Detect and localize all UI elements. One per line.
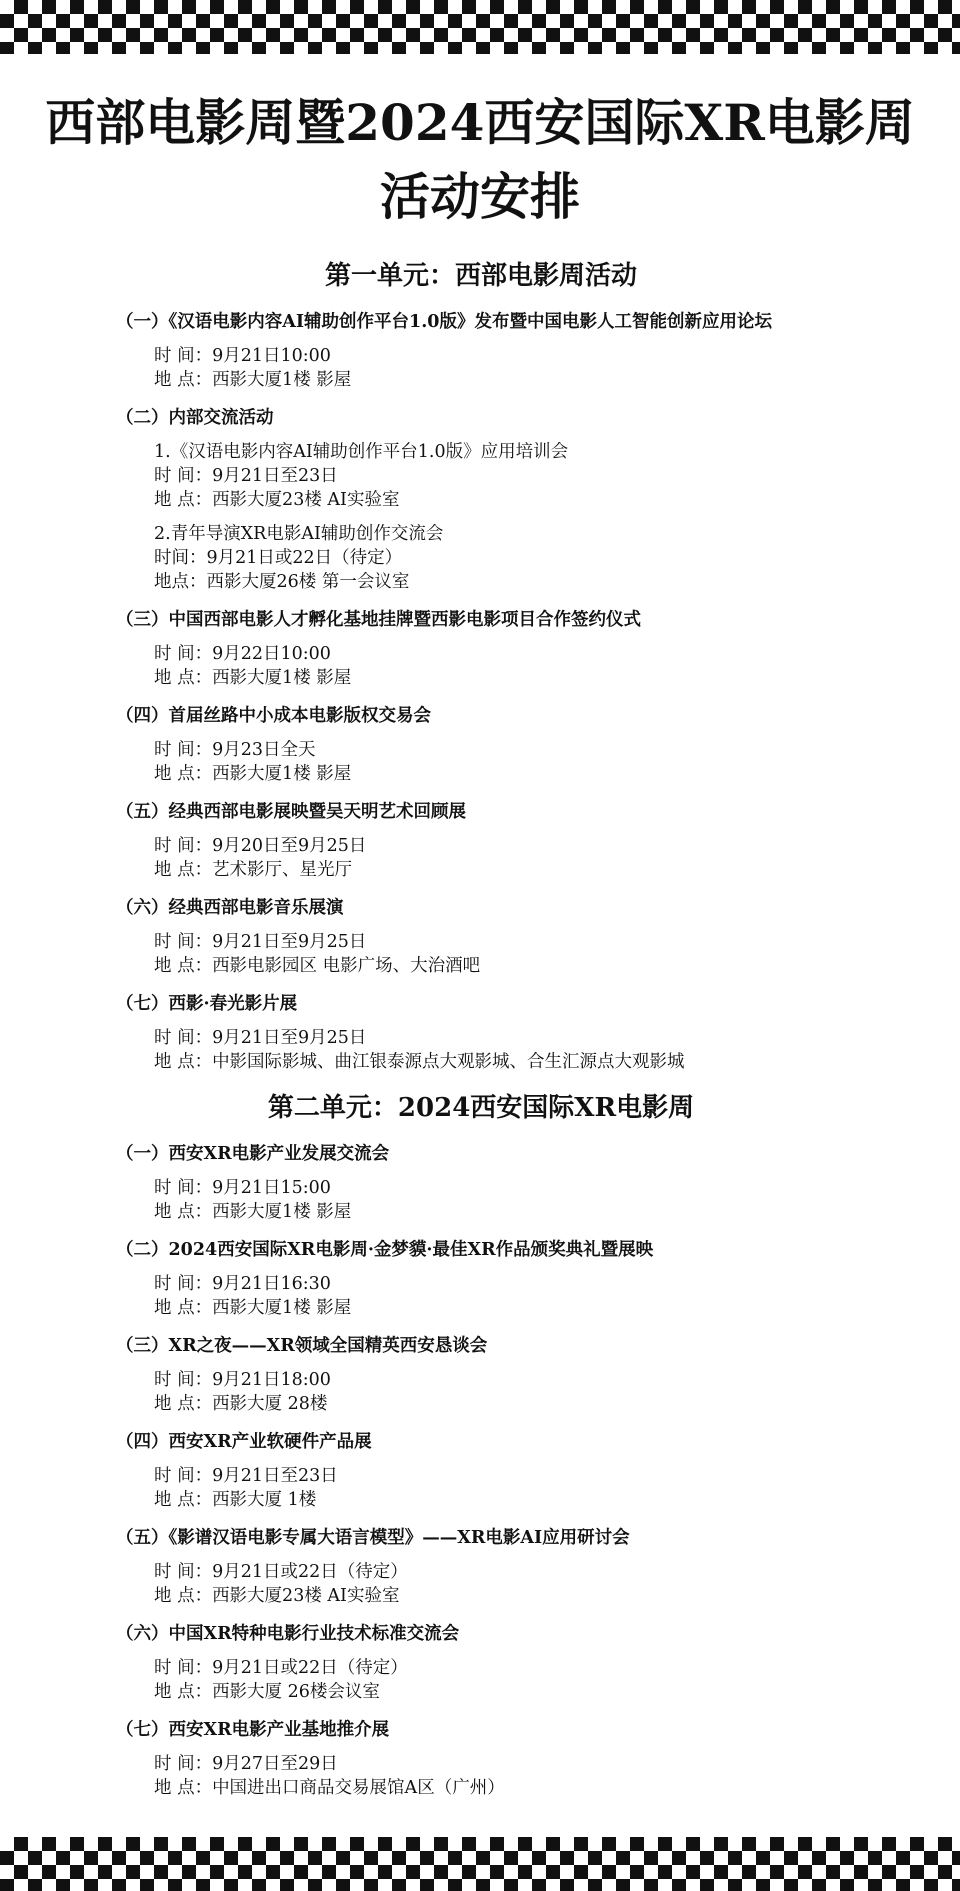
unit-2-item-3 <box>116 1334 916 1416</box>
sub-item-2 <box>154 522 916 594</box>
item-time: 时 间：9月21日至23日 <box>154 1466 338 1486</box>
sub-item-title: 2.青年导演XR电影AI辅助创作交流会 <box>154 524 444 544</box>
item-place: 地 点：西影大厦1楼 影屋 <box>154 1202 352 1222</box>
sub-item-time: 时 间：9月21日至23日 <box>154 466 338 486</box>
checkered-border-top <box>0 0 960 54</box>
unit-2-heading: 第二单元：2024西安国际XR电影周 <box>267 1093 695 1123</box>
item-time: 时 间：9月21日15:00 <box>154 1178 331 1198</box>
unit-2-item-7 <box>116 1718 916 1800</box>
item-place: 地 点：西影电影园区 电影广场、大治酒吧 <box>154 956 481 976</box>
page-title <box>0 86 960 234</box>
item-time: 时 间：9月21日18:00 <box>154 1370 331 1390</box>
unit-1-item-7 <box>116 992 916 1074</box>
item-place: 地 点：西影大厦 26楼会议室 <box>154 1682 380 1702</box>
item-time: 时 间：9月27日至29日 <box>154 1754 338 1774</box>
sub-items <box>116 440 916 594</box>
unit-2-item-2 <box>116 1238 916 1320</box>
unit-1-item-3 <box>116 608 916 690</box>
sub-item-place: 地点：西影大厦26楼 第一会议室 <box>154 572 410 592</box>
item-time: 时 间：9月21日至9月25日 <box>154 932 367 952</box>
item-time: 时 间：9月21日或22日（待定） <box>154 1562 408 1582</box>
unit-1-item-6 <box>116 896 916 978</box>
unit-1-item-5 <box>116 800 916 882</box>
checkered-border-bottom <box>0 1837 960 1891</box>
item-title: （五）经典西部电影展映暨吴天明艺术回顾展 <box>116 802 466 822</box>
item-place: 地 点：中影国际影城、曲江银泰源点大观影城、合生汇源点大观影城 <box>154 1052 685 1072</box>
unit-2-item-5 <box>116 1526 916 1608</box>
item-place: 地 点：西影大厦1楼 影屋 <box>154 370 352 390</box>
item-title: （一）西安XR电影产业发展交流会 <box>116 1144 390 1164</box>
item-title: （四）首届丝路中小成本电影版权交易会 <box>116 706 431 726</box>
unit-2-item-1 <box>116 1142 916 1224</box>
item-place: 地 点：西影大厦23楼 AI实验室 <box>154 1586 400 1606</box>
unit-1-item-2 <box>116 406 916 594</box>
item-title: （四）西安XR产业软硬件产品展 <box>116 1432 372 1452</box>
item-title: （七）西影·春光影片展 <box>116 994 298 1014</box>
schedule-content <box>116 256 916 1814</box>
item-title: （一）《汉语电影内容AI辅助创作平台1.0版》发布暨中国电影人工智能创新应用论坛 <box>116 312 772 332</box>
item-title: （六）经典西部电影音乐展演 <box>116 898 344 918</box>
page-title-line-2: 活动安排 <box>380 167 580 226</box>
unit-1-item-1 <box>116 310 916 392</box>
item-title: （三）中国西部电影人才孵化基地挂牌暨西影电影项目合作签约仪式 <box>116 610 641 630</box>
item-title: （五）《影谱汉语电影专属大语言模型》——XR电影AI应用研讨会 <box>116 1528 630 1548</box>
item-place: 地 点：西影大厦1楼 影屋 <box>154 668 352 688</box>
unit-1-section <box>116 256 916 1074</box>
sub-item-place: 地 点：西影大厦23楼 AI实验室 <box>154 490 400 510</box>
item-title: （六）中国XR特种电影行业技术标准交流会 <box>116 1624 460 1644</box>
unit-2-item-4 <box>116 1430 916 1512</box>
page-title-line-1: 西部电影周暨2024西安国际XR电影周 <box>45 93 915 152</box>
item-place: 地 点：西影大厦1楼 影屋 <box>154 764 352 784</box>
item-place: 地 点：艺术影厅、星光厅 <box>154 860 353 880</box>
unit-2-section <box>116 1088 916 1800</box>
unit-1-item-4 <box>116 704 916 786</box>
unit-1-heading: 第一单元：西部电影周活动 <box>324 261 637 291</box>
item-time: 时 间：9月21日至9月25日 <box>154 1028 367 1048</box>
item-time: 时 间：9月21日16:30 <box>154 1274 331 1294</box>
item-place: 地 点：中国进出口商品交易展馆A区（广州） <box>154 1778 505 1798</box>
item-title: （七）西安XR电影产业基地推介展 <box>116 1720 390 1740</box>
item-time: 时 间：9月22日10:00 <box>154 644 331 664</box>
item-time: 时 间：9月21日或22日（待定） <box>154 1658 408 1678</box>
item-place: 地 点：西影大厦 1楼 <box>154 1490 317 1510</box>
item-title: （二）内部交流活动 <box>116 408 274 428</box>
sub-item-time: 时间：9月21日或22日（待定） <box>154 548 403 568</box>
item-time: 时 间：9月21日10:00 <box>154 346 331 366</box>
item-title: （三）XR之夜——XR领域全国精英西安恳谈会 <box>116 1336 488 1356</box>
sub-item-title: 1.《汉语电影内容AI辅助创作平台1.0版》应用培训会 <box>154 442 569 462</box>
sub-item-1 <box>154 440 916 512</box>
item-time: 时 间：9月20日至9月25日 <box>154 836 367 856</box>
item-place: 地 点：西影大厦1楼 影屋 <box>154 1298 352 1318</box>
item-place: 地 点：西影大厦 28楼 <box>154 1394 328 1414</box>
unit-2-item-6 <box>116 1622 916 1704</box>
item-title: （二）2024西安国际XR电影周·金梦貘·最佳XR作品颁奖典礼暨展映 <box>116 1240 654 1260</box>
item-time: 时 间：9月23日全天 <box>154 740 316 760</box>
